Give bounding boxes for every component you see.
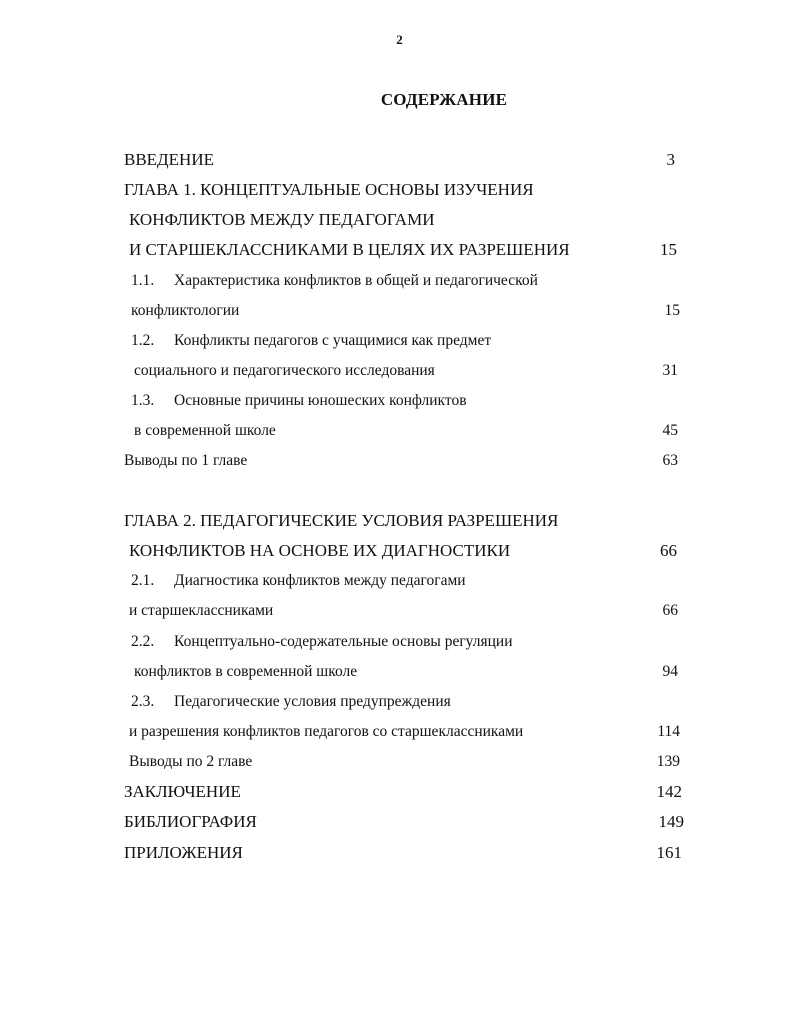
toc-section-number: 2.3. <box>131 693 155 710</box>
toc-page-number: 94 <box>662 663 678 680</box>
page-number: 2 <box>396 32 403 47</box>
toc-section-1-3-line-2: в современной школе <box>134 422 276 439</box>
toc-page-number: 66 <box>660 541 677 560</box>
toc-chapter-1-title-line-1: ГЛАВА 1. КОНЦЕПТУАЛЬНЫЕ ОСНОВЫ ИЗУЧЕНИЯ <box>124 180 534 199</box>
toc-page-number: 63 <box>662 452 678 469</box>
toc-chapter-2-title-line-2: КОНФЛИКТОВ НА ОСНОВЕ ИХ ДИАГНОСТИКИ <box>129 541 511 560</box>
toc-page-number: 161 <box>656 843 682 862</box>
toc-page-number: 15 <box>664 302 680 319</box>
toc-page-number: 114 <box>657 723 680 740</box>
toc-chapter-1-title-line-2: КОНФЛИКТОВ МЕЖДУ ПЕДАГОГАМИ <box>129 210 435 229</box>
toc-page-number: 15 <box>660 240 677 259</box>
toc-section-2-3-line-1: Педагогические условия предупреждения <box>174 693 451 710</box>
toc-section-2-1-line-2: и старшеклассниками <box>129 602 274 619</box>
toc-entry-introduction: ВВЕДЕНИЕ <box>124 150 214 169</box>
toc-section-1-1-line-1: Характеристика конфликтов в общей и педагогической <box>174 272 538 289</box>
toc-page-number: 142 <box>656 782 682 801</box>
toc-entry-conclusion: ЗАКЛЮЧЕНИЕ <box>124 782 241 801</box>
page-title: СОДЕРЖАНИЕ <box>380 90 508 109</box>
toc-chapter-2-conclusions: Выводы по 2 главе <box>129 753 253 770</box>
toc-section-number: 1.2. <box>131 332 155 349</box>
toc-chapter-1-conclusions: Выводы по 1 главе <box>124 452 248 469</box>
toc-page-number: 139 <box>656 753 680 770</box>
toc-page-number: 3 <box>666 150 675 169</box>
toc-section-number: 2.2. <box>131 633 155 650</box>
toc-chapter-2-title-line-1: ГЛАВА 2. ПЕДАГОГИЧЕСКИЕ УСЛОВИЯ РАЗРЕШЕНИЯ <box>124 511 559 530</box>
toc-section-2-3-line-2: и разрешения конфликтов педагогов со старшеклассниками <box>129 723 524 740</box>
toc-page-number: 45 <box>662 422 678 439</box>
toc-section-1-3-line-1: Основные причины юношеских конфликтов <box>174 392 467 409</box>
toc-chapter-1-title-line-3: И СТАРШЕКЛАССНИКАМИ В ЦЕЛЯХ ИХ РАЗРЕШЕНИЯ <box>129 240 570 259</box>
toc-section-2-1-line-1: Диагностика конфликтов между педагогами <box>174 572 466 589</box>
toc-page-number: 149 <box>658 812 684 831</box>
toc-section-number: 1.3. <box>131 392 155 409</box>
toc-section-number: 2.1. <box>131 572 155 589</box>
toc-section-2-2-line-2: конфликтов в современной школе <box>134 663 358 680</box>
toc-entry-appendices: ПРИЛОЖЕНИЯ <box>124 843 243 862</box>
toc-entry-bibliography: БИБЛИОГРАФИЯ <box>124 812 257 831</box>
toc-page-number: 66 <box>662 602 678 619</box>
toc-section-1-2-line-1: Конфликты педагогов с учащимися как предмет <box>174 332 492 349</box>
toc-section-number: 1.1. <box>131 272 155 289</box>
toc-section-1-2-line-2: социального и педагогического исследования <box>134 362 435 379</box>
toc-section-2-2-line-1: Концептуально-содержательные основы регуляции <box>174 633 513 650</box>
toc-page-number: 31 <box>662 362 678 379</box>
toc-section-1-1-line-2: конфликтологии <box>131 302 240 319</box>
